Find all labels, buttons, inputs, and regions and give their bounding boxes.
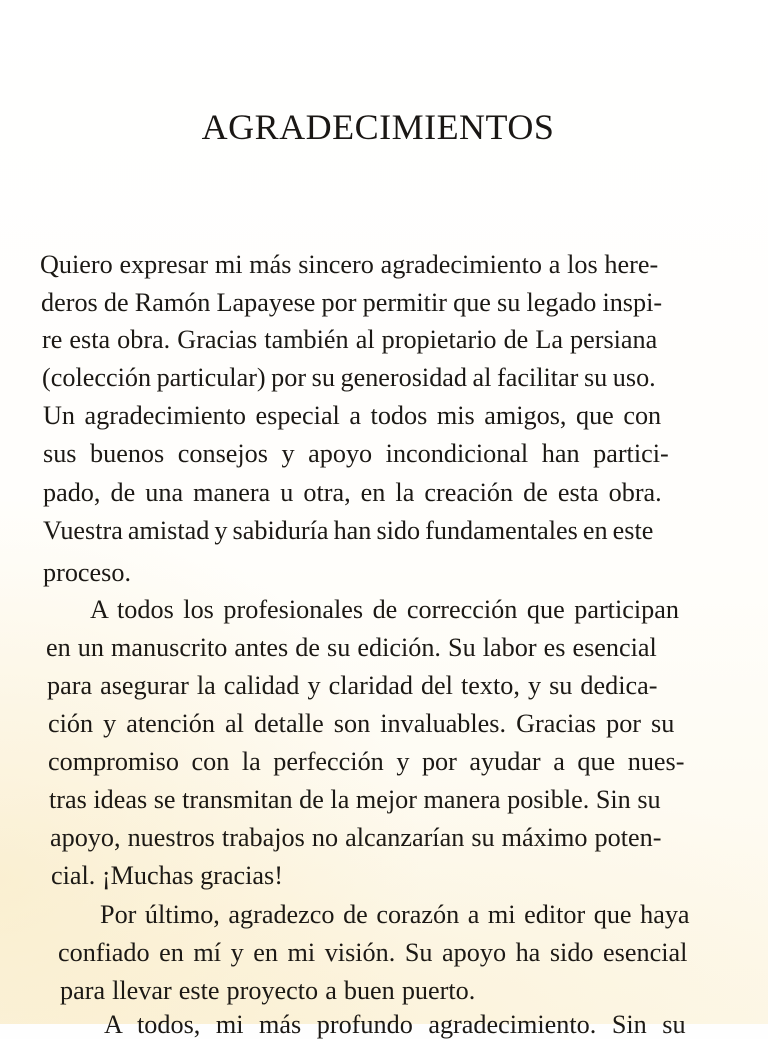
text-line: tras ideas se transmitan de la mejor manera posible. Sin su [49, 785, 661, 814]
text-line: Vuestra amistad y sabiduría han sido fundamentales en este [43, 516, 654, 545]
text-line: A todos, mi más profundo agradecimiento. Sin su [104, 1010, 686, 1039]
text-line: para asegurar la calidad y claridad del texto, y su dedica- [47, 671, 658, 700]
text-line: confiado en mí y en mi visión. Su apoyo ha sido esencial [58, 938, 688, 967]
text-line: A todos los profesionales de corrección que participan [90, 595, 679, 624]
text-line: deros de Ramón Lapayese por permitir que su legado inspi- [41, 288, 663, 317]
text-line: para llevar este proyecto a buen puerto. [60, 976, 476, 1005]
text-line: en un manuscrito antes de su edición. Su labor es esencial [46, 633, 657, 662]
text-line: re esta obra. Gracias también al propietario de La persiana [42, 325, 658, 354]
text-line: cial. ¡Muchas gracias! [51, 861, 283, 890]
text-line: proceso. [43, 558, 131, 587]
text-line: ción y atención al detalle son invaluables. Gracias por su [48, 709, 675, 738]
text-line: Un agradecimiento especial a todos mis amigos, que con [43, 401, 662, 430]
text-line: Por último, agradezco de corazón a mi editor que haya [100, 900, 690, 929]
page-title: AGRADECIMIENTOS [201, 107, 555, 147]
text-line: sus buenos consejos y apoyo incondicional han partici- [43, 439, 669, 468]
text-line: apoyo, nuestros trabajos no alcanzarían su máximo poten- [50, 823, 662, 852]
text-line: Quiero expresar mi más sincero agradecimiento a los here- [40, 250, 659, 279]
text-line: (colección particular) por su generosidad al facilitar su uso. [42, 363, 656, 392]
text-line: pado, de una manera u otra, en la creación de esta obra. [43, 478, 662, 507]
text-line: compromiso con la perfección y por ayudar a que nues- [48, 747, 685, 776]
